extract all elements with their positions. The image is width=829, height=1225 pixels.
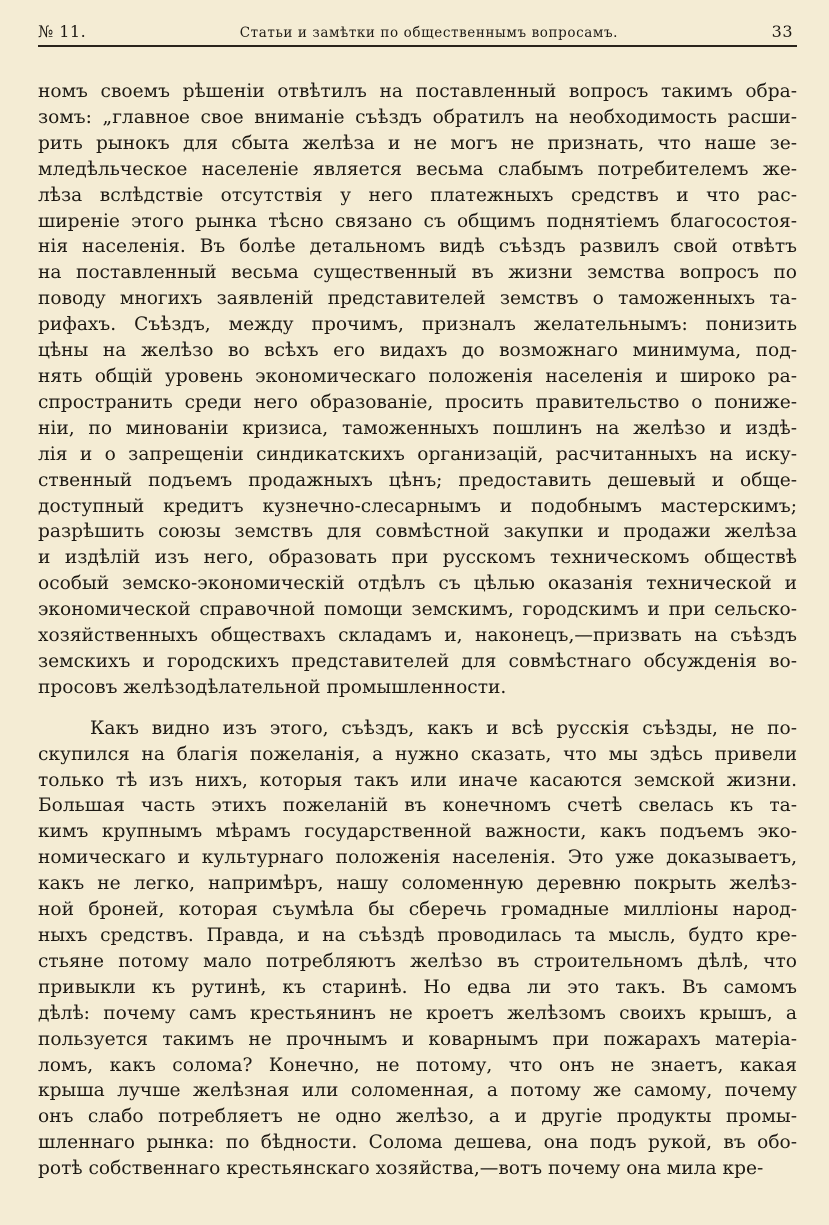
page-number: 33 — [771, 22, 793, 41]
text-line: ширеніе этого рынка тѣсно связано съ общимъ поднятіемъ благосостоя- — [38, 210, 797, 232]
text-line: особый земско-экономическій отдѣлъ съ цѣлью оказанія технической и — [38, 573, 797, 595]
section-title: Статьи и замѣтки по общественнымъ вопросамъ. — [239, 25, 619, 41]
text-line: просовъ желѣзодѣлательной промышленности. — [38, 676, 507, 698]
text-line: номическаго и культурнаго положенія населенія. Это уже доказываетъ, — [38, 847, 797, 869]
issue-number: № 11. — [38, 22, 87, 41]
text-line: пользуется такимъ не прочнымъ и коварнымъ при пожарахъ матеріа- — [38, 1028, 797, 1050]
text-line: ротѣ собственнаго крестьянскаго хозяйства,—вотъ почему она мила кре- — [38, 1158, 764, 1180]
text-line: и издѣлій изъ него, образовать при русскомъ техническомъ обществѣ — [38, 547, 797, 569]
text-line: крыша лучше желѣзная или соломенная, а потому же самому, почему — [38, 1080, 797, 1102]
text-line: скупился на благія пожеланія, а нужно сказать, что мы здѣсь привели — [38, 743, 797, 765]
text-line: ной броней, которая съумѣла бы сберечь громадные милліоны народ- — [38, 899, 797, 921]
text-line: Какъ видно изъ этого, съѣздъ, какъ и всѣ русскія съѣзды, не по- — [90, 717, 797, 739]
text-line: дѣлѣ: почему самъ крестьянинъ не кроетъ желѣзомъ своихъ крышъ, а — [38, 1002, 797, 1024]
text-line: номъ своемъ рѣшеніи отвѣтилъ на поставленный вопросъ такимъ обра- — [38, 81, 797, 102]
text-line: хозяйственныхъ обществахъ складамъ и, наконецъ,—призвать на съѣздъ — [38, 625, 797, 647]
paragraph-1 — [38, 79, 797, 701]
text-line: земскихъ и городскихъ представителей для совмѣстнаго обсужденія во- — [38, 650, 797, 672]
text-line: доступный кредитъ кузнечно-слесарнымъ и подобнымъ мастерскимъ; — [38, 495, 797, 517]
text-line: ственный подъемъ продажныхъ цѣнъ; предоставить дешевый и обще- — [38, 469, 797, 491]
text-line: кимъ крупнымъ мѣрамъ государственной важности, какъ подъемъ эко- — [38, 821, 797, 843]
text-line: какъ не легко, напримѣръ, нашу соломенную деревню покрыть желѣз- — [38, 873, 797, 895]
text-line: ныхъ средствъ. Правда, и на съѣздѣ проводилась та мысль, будто кре- — [38, 925, 797, 946]
body-text — [38, 79, 797, 1182]
text-line: ломъ, какъ солома? Конечно, не потому, что онъ не знаетъ, какая — [38, 1054, 797, 1076]
text-line: нія населенія. Въ болѣе детальномъ видѣ съѣздъ развилъ свой отвѣтъ — [38, 236, 797, 258]
text-line: мледѣльческое населеніе является весьма слабымъ потребителемъ же- — [38, 158, 797, 180]
running-header — [38, 22, 797, 47]
text-line: лѣза вслѣдствіе отсутствія у него платежныхъ средствъ и что рас- — [38, 184, 797, 206]
text-line: только тѣ изъ нихъ, которыя такъ или иначе касаются земской жизни. — [38, 769, 797, 791]
text-line: нять общій уровень экономическаго положенія населенія и широко ра- — [38, 365, 797, 387]
text-line: лія и о запрещеніи синдикатскихъ организацій, расчитанныхъ на иску- — [38, 443, 797, 465]
text-line: зомъ: „главное свое вниманіе съѣздъ обратилъ на необходимость расши- — [38, 106, 797, 128]
text-line: цѣны на желѣзо во всѣхъ его видахъ до возможнаго минимума, под- — [38, 340, 797, 362]
text-line: на поставленный весьма существенный въ жизни земства вопросъ по — [38, 262, 797, 284]
text-line: спространить среди него образованіе, просить правительство о пониже- — [38, 391, 797, 413]
text-line: рифахъ. Съѣздъ, между прочимъ, призналъ желательнымъ: понизить — [38, 314, 797, 336]
paragraph-2 — [38, 716, 797, 1182]
text-line: стьяне потому мало потребляютъ желѣзо въ строительномъ дѣлѣ, что — [38, 950, 797, 972]
text-line: привыкли къ рутинѣ, къ старинѣ. Но едва ли это такъ. Въ самомъ — [38, 976, 797, 998]
text-line: Большая часть этихъ пожеланій въ конечномъ счетѣ свелась къ та- — [38, 795, 797, 817]
text-line: шленнаго рынка: по бѣдности. Солома дешева, она подъ рукой, въ обо- — [38, 1132, 797, 1154]
text-line: разрѣшить союзы земствъ для совмѣстной закупки и продажи желѣза — [38, 521, 797, 543]
text-line: рить рынокъ для сбыта желѣза и не могъ не признать, что наше зе- — [38, 132, 797, 154]
text-line: экономической справочной помощи земскимъ, городскимъ и при сельско- — [38, 599, 797, 621]
text-line: ніи, по минованіи кризиса, таможенныхъ пошлинъ на желѣзо и издѣ- — [38, 417, 797, 439]
text-line: онъ слабо потребляетъ не одно желѣзо, а и другіе продукты промы- — [38, 1106, 797, 1128]
text-line: поводу многихъ заявленій представителей земствъ о таможенныхъ та- — [38, 288, 797, 310]
